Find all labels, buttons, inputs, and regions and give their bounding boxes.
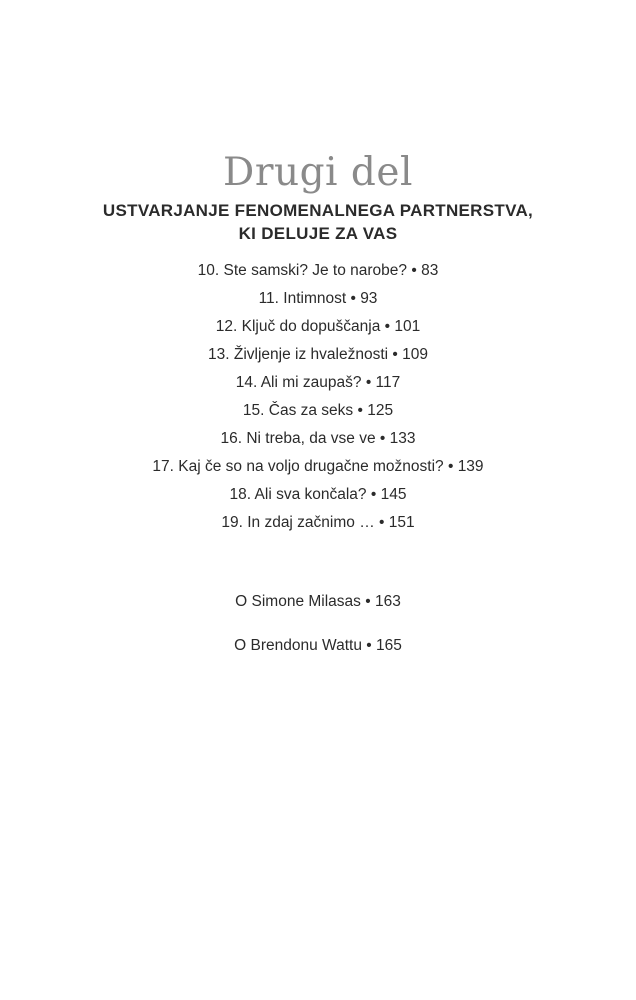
part-subtitle-line-2: KI DELUJE ZA VAS [238,224,398,243]
toc-entry-18: 18. Ali sva končala? • 145 [229,486,407,503]
toc-entry-14: 14. Ali mi zaupaš? • 117 [235,374,401,391]
toc-entry-19: 19. In zdaj začnimo … • 151 [221,514,415,531]
toc-entry-12: 12. Ključ do dopuščanja • 101 [215,318,421,335]
toc-entry-10: 10. Ste samski? Je to narobe? • 83 [197,262,439,279]
toc-entry-13: 13. Življenje iz hvaležnosti • 109 [208,346,428,363]
toc-entry-11: 11. Intimnost • 93 [258,290,378,307]
table-of-contents [0,262,636,542]
toc-entry-about-brendon: O Brendonu Wattu • 165 [234,637,402,654]
toc-entry-17: 17. Kaj če so na voljo drugačne možnosti? • 139 [152,458,484,475]
toc-entry-15: 15. Čas za seks • 125 [242,402,394,419]
toc-entry-about-simone: O Simone Milasas • 163 [235,593,401,610]
toc-entry-16: 16. Ni treba, da vse ve • 133 [220,430,416,447]
part-title: Drugi del [223,150,413,195]
part-subtitle-line-1: USTVARJANJE FENOMENALNEGA PARTNERSTVA, [102,201,534,220]
